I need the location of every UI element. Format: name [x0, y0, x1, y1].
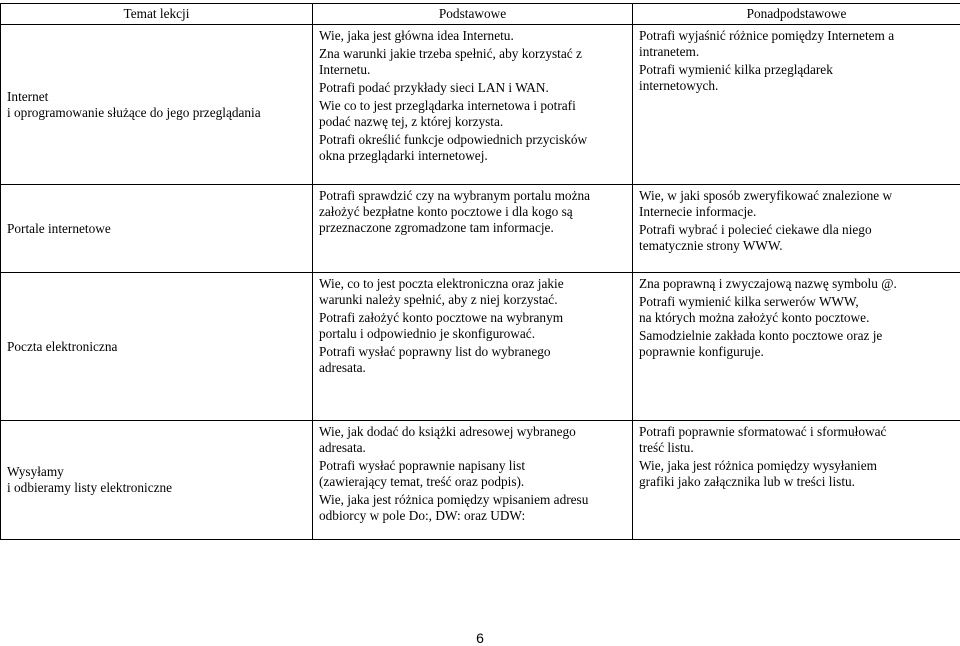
requirement-line: Samodzielnie zakłada konto pocztowe oraz je: [639, 328, 883, 343]
requirement-item: [639, 188, 954, 220]
requirement-line: Wie, co to jest poczta elektroniczna oraz jakie: [319, 276, 564, 291]
table-body: [1, 25, 960, 540]
topic-line: Portale internetowe: [7, 220, 111, 236]
advanced-requirements-cell: [633, 25, 960, 185]
table-row: [1, 421, 960, 540]
requirement-item: [319, 188, 626, 236]
requirement-line: Wie, jaka jest różnica pomiędzy wysyłaniem: [639, 458, 877, 473]
requirement-line: Zna poprawną i zwyczajową nazwę symbolu @.: [639, 276, 897, 291]
requirement-item: [319, 28, 626, 44]
requirement-line: (zawierający temat, treść oraz podpis).: [319, 474, 525, 489]
requirement-line: adresata.: [319, 360, 366, 375]
requirement-line: Internecie informacje.: [639, 204, 757, 219]
topic-cell: [1, 25, 313, 185]
requirement-item: [319, 458, 626, 490]
requirement-line: Wie, w jaki sposób zweryfikować znalezione w: [639, 188, 893, 203]
requirement-line: portalu i odpowiednio je skonfigurować.: [319, 326, 536, 341]
requirement-line: adresata.: [319, 440, 366, 455]
requirement-line: podać nazwę tej, z której korzysta.: [319, 114, 504, 129]
requirement-line: na których można założyć konto pocztowe.: [639, 310, 870, 325]
basic-requirements-cell: [313, 185, 633, 273]
requirement-line: Potrafi poprawnie sformatować i sformułować: [639, 424, 887, 439]
requirement-line: internetowych.: [639, 78, 719, 93]
requirement-line: Potrafi określić funkcje odpowiednich przycisków: [319, 132, 588, 147]
requirement-line: odbiorcy w pole Do:, DW: oraz UDW:: [319, 508, 526, 523]
table-row: [1, 273, 960, 421]
requirement-line: Potrafi podać przykłady sieci LAN i WAN.: [319, 80, 549, 95]
requirement-line: Internetu.: [319, 62, 371, 77]
requirement-line: okna przeglądarki internetowej.: [319, 148, 488, 163]
lesson-requirements-table: [0, 3, 960, 540]
requirement-item: [639, 424, 954, 456]
requirement-line: założyć bezpłatne konto pocztowe i dla kogo są: [319, 204, 573, 219]
requirement-line: poprawnie konfiguruje.: [639, 344, 764, 359]
header-topic: Temat lekcji: [1, 4, 313, 25]
topic-line: i odbieramy listy elektroniczne: [7, 480, 173, 495]
advanced-requirements-cell: [633, 273, 960, 421]
requirement-item: [319, 46, 626, 78]
requirement-line: Potrafi wysłać poprawny list do wybranego: [319, 344, 551, 359]
requirement-item: [319, 98, 626, 130]
requirement-item: [319, 424, 626, 456]
requirement-line: Wie, jaka jest różnica pomiędzy wpisaniem adresu: [319, 492, 589, 507]
header-basic: Podstawowe: [313, 4, 633, 25]
table-row: [1, 185, 960, 273]
requirement-line: przeznaczone zgromadzone tam informacje.: [319, 220, 554, 235]
requirement-item: [319, 492, 626, 524]
basic-requirements-cell: [313, 273, 633, 421]
requirement-line: Potrafi wymienić kilka serwerów WWW,: [639, 294, 859, 309]
requirement-line: Wie, jak dodać do książki adresowej wybranego: [319, 424, 576, 439]
table-header-row: [1, 4, 960, 25]
advanced-requirements-cell: [633, 421, 960, 540]
basic-requirements-cell: [313, 25, 633, 185]
requirement-item: [319, 132, 626, 164]
requirement-item: [319, 344, 626, 376]
requirement-line: Zna warunki jakie trzeba spełnić, aby korzystać z: [319, 46, 582, 61]
requirement-line: Potrafi wymienić kilka przeglądarek: [639, 62, 833, 77]
requirement-line: Potrafi wyjaśnić różnice pomiędzy Internetem a: [639, 28, 895, 43]
requirement-item: [319, 80, 626, 96]
requirement-line: Potrafi założyć konto pocztowe na wybranym: [319, 310, 564, 325]
requirement-line: warunki należy spełnić, aby z niej korzystać.: [319, 292, 558, 307]
requirement-line: Potrafi sprawdzić czy na wybranym portalu można: [319, 188, 591, 203]
header-advanced: Ponadpodstawowe: [633, 4, 960, 25]
requirement-item: [639, 62, 954, 94]
requirement-line: Potrafi wysłać poprawnie napisany list: [319, 458, 526, 473]
page-number: 6: [476, 630, 484, 646]
requirement-item: [639, 28, 954, 60]
topic-cell: [1, 421, 313, 540]
topic-line: Internet: [7, 88, 49, 104]
requirement-line: Wie co to jest przeglądarka internetowa i potrafi: [319, 98, 576, 113]
table-row: [1, 25, 960, 185]
topic-line: i oprogramowanie służące do jego przeglądania: [7, 104, 261, 120]
topic-cell: [1, 273, 313, 421]
requirement-item: [639, 222, 954, 254]
requirement-item: [639, 294, 954, 326]
topic-line: Poczta elektroniczna: [7, 338, 118, 354]
requirement-item: [639, 458, 954, 490]
topic-line: Wysyłamy: [7, 464, 64, 479]
requirement-item: [639, 328, 954, 360]
basic-requirements-cell: [313, 421, 633, 540]
requirement-line: treść listu.: [639, 440, 694, 455]
requirement-line: grafiki jako załącznika lub w treści listu.: [639, 474, 855, 489]
requirement-item: [319, 310, 626, 342]
requirement-line: Wie, jaka jest główna idea Internetu.: [319, 28, 514, 43]
requirement-line: Potrafi wybrać i polecieć ciekawe dla niego: [639, 222, 872, 237]
topic-cell: [1, 185, 313, 273]
requirement-line: tematycznie strony WWW.: [639, 238, 783, 253]
requirement-item: [319, 276, 626, 308]
requirement-item: [639, 276, 954, 292]
advanced-requirements-cell: [633, 185, 960, 273]
requirement-line: intranetem.: [639, 44, 700, 59]
